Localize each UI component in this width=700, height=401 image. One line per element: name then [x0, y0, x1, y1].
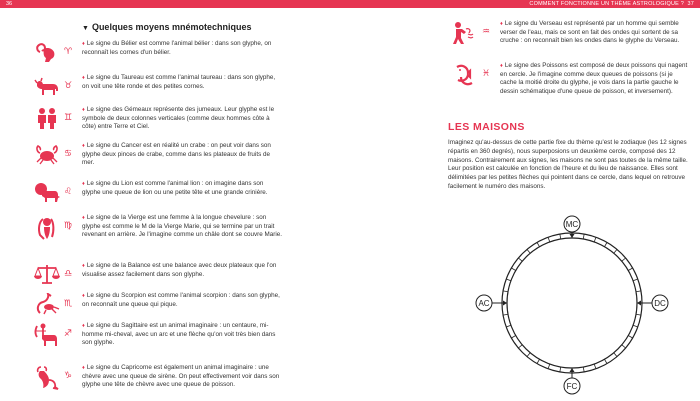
tick-mark — [583, 367, 584, 372]
tick-mark — [503, 314, 508, 315]
tick-mark — [537, 359, 540, 363]
pisces-glyph-icon: ♓ — [482, 69, 491, 79]
tick-mark — [605, 242, 608, 246]
running-header-right — [529, 0, 694, 8]
mc-label — [564, 216, 580, 232]
sign-row-virgo — [0, 214, 348, 244]
aquarius-glyph-icon: ♒ — [482, 27, 491, 37]
aries-ram-icon — [34, 41, 60, 63]
sign-row-libra — [0, 262, 348, 292]
cancer-glyph-icon: ♋ — [64, 149, 73, 159]
sign-row-capricorn — [0, 364, 348, 394]
sign-row-taurus — [0, 74, 348, 104]
taurus-bull-icon — [34, 75, 60, 97]
house-wheel-diagram — [472, 208, 672, 398]
libra-scales-icon — [34, 263, 60, 285]
sign-row-pisces — [352, 62, 700, 95]
sign-text: ♦ Le signe des Poissons est composé de deux poissons qui nagent en cercle. Je l'imagine comme deux queues de poissons (si je cache la moitié droite du glyphe, je vois dans la partie gauche le dessin schématique d'une queue de poisson, et inversement). — [500, 62, 688, 95]
scorpio-glyph-icon: ♏ — [64, 299, 73, 309]
axis-arrows — [492, 232, 652, 378]
virgo-woman-icon — [34, 215, 60, 241]
tick-mark — [614, 353, 617, 357]
running-title: COMMENT FONCTIONNE UN THÈME ASTROLOGIQUE ? — [529, 1, 684, 7]
sign-text: ♦ Le signe de la Vierge est une femme à la longue chevelure : son glyphe est comme le M de la Vierge Marie, qui se termine par un trait revenant en arrière. Je l'imagine comme un châle dont se couvre Marie. — [82, 214, 283, 239]
sign-text: ♦ Le signe du Scorpion est comme l'animal scorpion : dans son glyphe, on reconnaît une queue qui pique. — [82, 292, 280, 308]
sign-text: ♦ Le signe du Sagittaire est un animal imaginaire : un centaure, mi-homme mi-cheval, avec un arc et une flèche qu'on voit très bien dans son glyphe. — [82, 322, 276, 347]
section-title-maisons: LES MAISONS — [448, 121, 525, 133]
sign-row-scorpio — [0, 292, 348, 322]
tick-mark — [583, 234, 584, 239]
sign-text: ♦ Le signe du Lion est comme l'animal lion : on imagine dans son glyphe une queue de lion ou une petite tête et une grande crinière. — [82, 180, 268, 196]
tick-mark — [560, 367, 561, 372]
sign-row-cancer — [0, 142, 348, 172]
dc-label — [652, 295, 668, 311]
tick-mark — [614, 249, 617, 253]
leo-glyph-icon: ♌ — [64, 187, 73, 197]
sign-text: ♦ Le signe de la Balance est une balance avec deux plateaux que l'on visualise assez facilement dans son glyphe. — [82, 262, 277, 278]
sign-text: ♦ Le signe du Taureau est comme l'animal taureau : dans son glyphe, on voit une tête ronde et des petites cornes. — [82, 74, 276, 90]
tick-mark — [537, 242, 540, 246]
svg-text:AC: AC — [478, 299, 490, 308]
leo-lion-icon — [34, 181, 60, 203]
ac-label — [476, 295, 492, 311]
sign-row-aries — [0, 40, 348, 70]
left-page — [0, 8, 348, 401]
cancer-crab-icon — [34, 143, 60, 165]
arrow-head-icon — [570, 234, 575, 238]
arrow-head-icon — [570, 368, 575, 372]
gemini-twins-icon — [34, 107, 60, 129]
tick-mark — [511, 336, 515, 339]
section-heading: ▼ Quelques moyens mnémotechniques — [82, 22, 252, 32]
tick-mark — [518, 345, 522, 348]
tick-mark — [511, 268, 515, 271]
tick-mark — [518, 258, 522, 261]
triangle-bullet-icon: ▼ — [82, 25, 89, 32]
tick-mark — [548, 364, 550, 369]
tick-mark — [628, 336, 632, 339]
tick-mark — [605, 359, 608, 363]
tick-mark — [560, 234, 561, 239]
sign-text: ♦ Le signe du Cancer est en réalité un crabe : on peut voir dans son glyphe deux pinces de crabe, comme dans les plateaux de fruits de mer. — [82, 142, 271, 167]
capricorn-glyph-icon: ♑ — [64, 371, 73, 381]
tick-mark — [527, 353, 530, 357]
tick-mark — [506, 279, 511, 281]
tick-mark — [636, 314, 641, 315]
virgo-glyph-icon: ♍ — [64, 221, 73, 231]
capricorn-goat-icon — [34, 365, 60, 391]
sign-text: ♦ Le signe du Capricorne est également un animal imaginaire : une chèvre avec une queue de sirène. On peut effectivement voir dans son glyphe une tête de chèvre avec une queue de poisson. — [82, 364, 280, 389]
page-number-right: 37 — [687, 1, 694, 7]
tick-mark — [628, 268, 632, 271]
tick-mark — [503, 291, 508, 292]
tick-mark — [594, 364, 596, 369]
sign-row-aquarius — [352, 20, 700, 50]
pisces-fish-icon — [452, 63, 478, 87]
taurus-glyph-icon: ♉ — [64, 81, 73, 91]
sagittarius-centaur-icon — [34, 323, 60, 347]
house-tick-marks — [502, 233, 642, 373]
tick-mark — [527, 249, 530, 253]
outer-circle — [502, 233, 642, 373]
tick-mark — [636, 291, 641, 292]
sign-text: ♦ Le signe du Bélier est comme l'animal bélier : dans son glyphe, on reconnaît les cornes d'un bélier. — [82, 40, 272, 56]
inner-circle — [507, 238, 637, 368]
scorpio-scorpion-icon — [34, 293, 60, 315]
sign-text: ♦ Le signe des Gémeaux représente des jumeaux. Leur glyphe est le symbole de deux colonnes verticales (comme deux hommes côte à côte) entre Terre et Ciel. — [82, 106, 275, 131]
arrow-head-icon — [637, 301, 641, 306]
tick-mark — [622, 258, 626, 261]
header-bar — [0, 0, 700, 8]
svg-text:DC: DC — [654, 299, 666, 308]
tick-mark — [506, 325, 511, 327]
tick-mark — [594, 237, 596, 242]
tick-mark — [633, 325, 638, 327]
aquarius-waterbearer-icon — [452, 21, 478, 45]
tick-mark — [633, 279, 638, 281]
right-page — [352, 8, 700, 401]
gemini-glyph-icon: ♊ — [64, 113, 73, 123]
sign-row-leo — [0, 180, 348, 210]
page-number-left: 36 — [6, 1, 13, 7]
fc-label — [564, 378, 580, 394]
arrow-head-icon — [503, 301, 507, 306]
sagittarius-glyph-icon: ♐ — [64, 329, 73, 339]
svg-text:MC: MC — [565, 220, 579, 229]
libra-glyph-icon: ♎ — [64, 269, 73, 279]
sign-text: ♦ Le signe du Verseau est représenté par un homme qui semble verser de l'eau, mais ce sont en fait des ondes qui sortent de sa cruche : on reconnaît bien les ondes dans le glyphe du Verseau. — [500, 20, 680, 45]
sign-row-sagittarius — [0, 322, 348, 352]
sign-row-gemini — [0, 106, 348, 136]
tick-mark — [622, 345, 626, 348]
tick-mark — [548, 237, 550, 242]
svg-text:FC: FC — [566, 382, 578, 391]
aries-glyph-icon: ♈ — [64, 47, 73, 57]
maisons-paragraph: Imaginez qu'au-dessus de cette partie fixe du thème qu'est le zodiaque (les 12 signes répartis en 360 degrés), nous superposions un deuxième cercle, composé des 12 maisons. Contrairement aux signes, les maisons ne sont pas toutes de la même taille. Leur position est calculée en fonction de l'heure et du lieu de naissance. Elles sont délimitées par les petites flèches qui pointent dans ce cercle, dans lequel on retrouve facilement le numéro des maisons. — [448, 139, 688, 190]
